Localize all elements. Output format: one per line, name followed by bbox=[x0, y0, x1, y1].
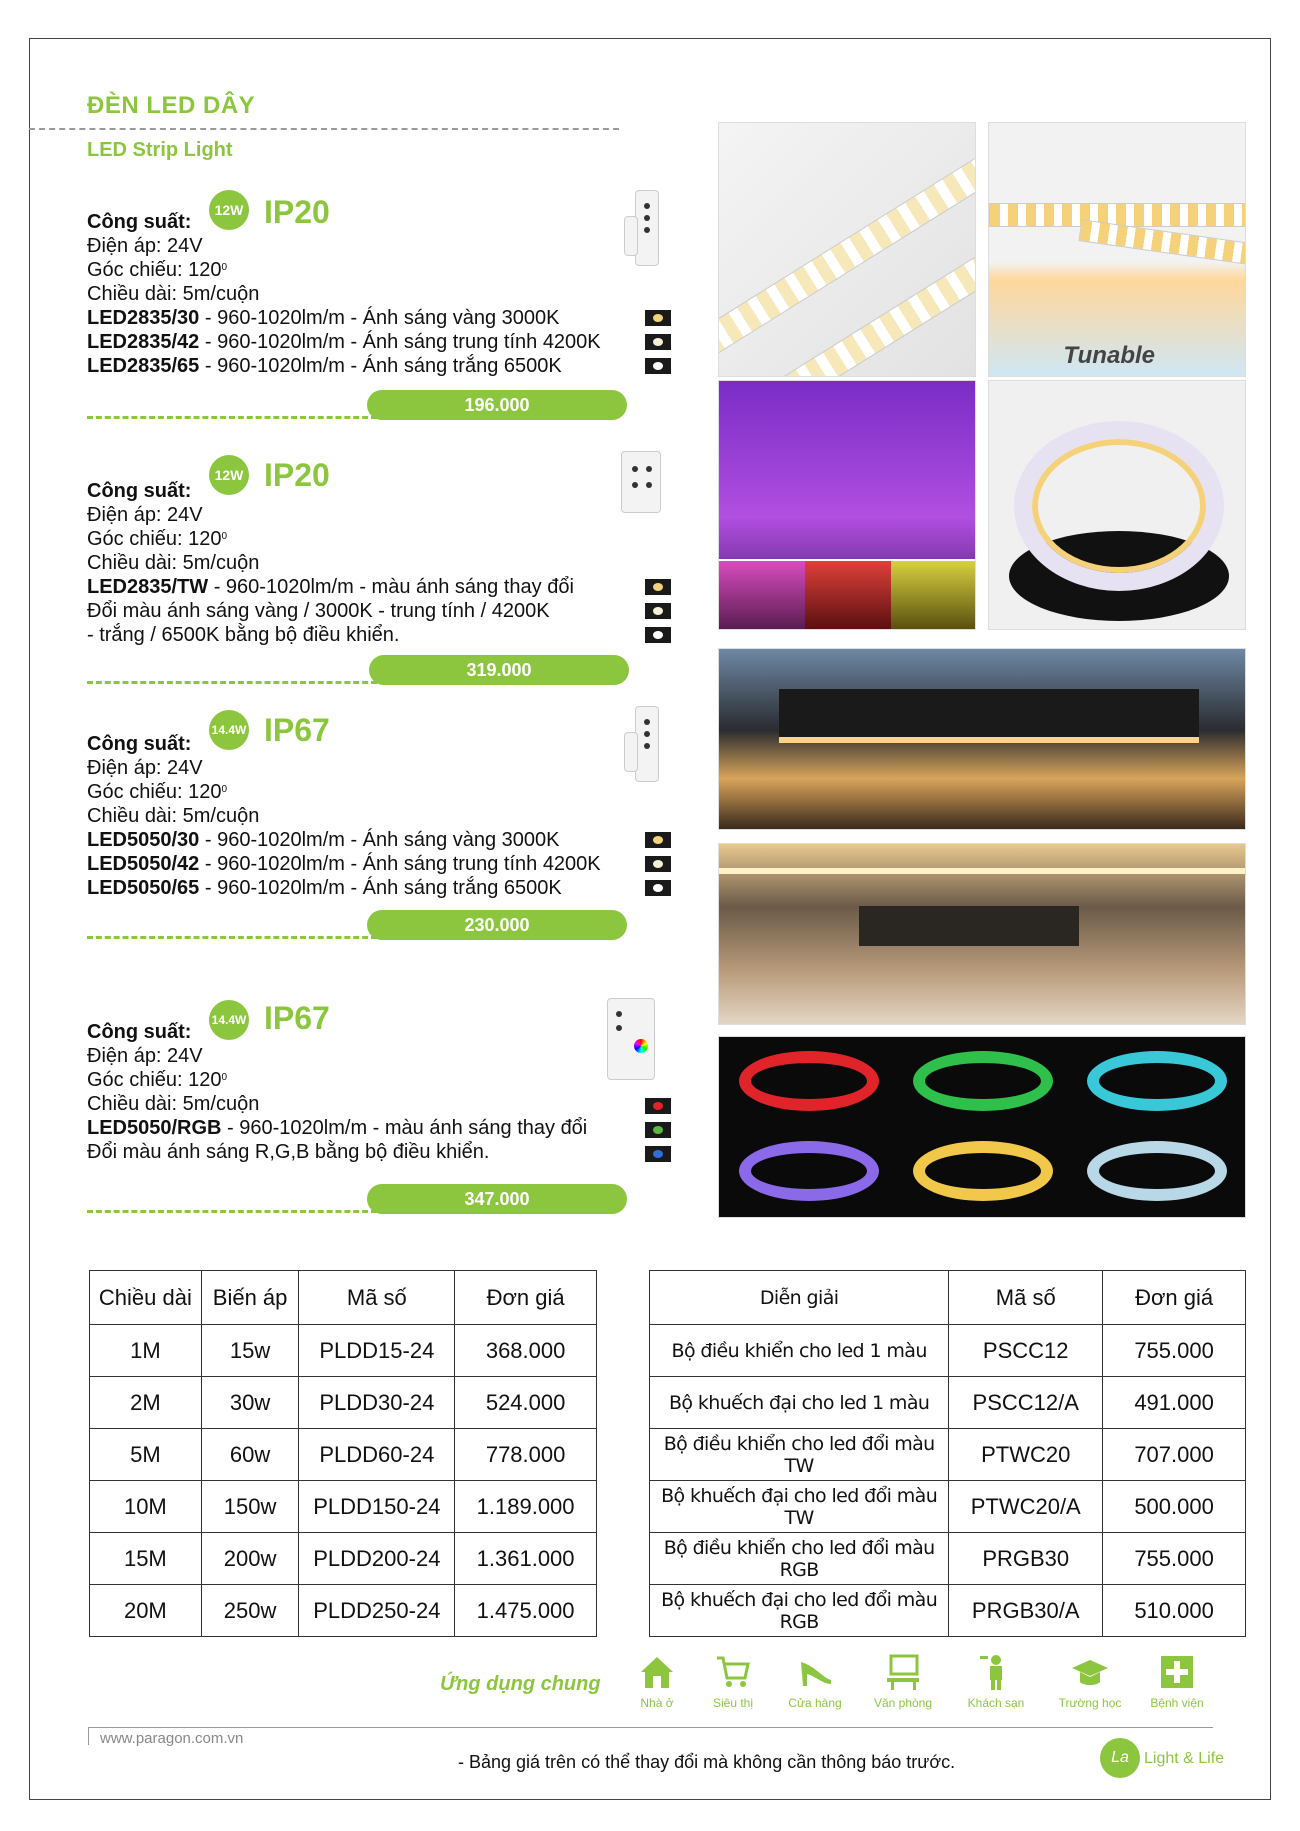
dashed-divider bbox=[87, 936, 377, 939]
remote-control-image bbox=[635, 190, 659, 266]
house-exterior-photo bbox=[718, 648, 1246, 830]
power-label: Công suất: bbox=[87, 211, 192, 233]
voltage-text: Điện áp: 24V bbox=[87, 1045, 203, 1067]
table-cell: 778.000 bbox=[455, 1429, 597, 1481]
column-header: Đơn giá bbox=[455, 1271, 597, 1325]
table-header-row bbox=[90, 1271, 597, 1325]
purple-room-photo bbox=[718, 380, 976, 630]
table-cell: 10M bbox=[90, 1481, 202, 1533]
price-tag: 230.000 bbox=[367, 910, 627, 940]
price-tag: 319.000 bbox=[369, 655, 629, 685]
table-header-row bbox=[650, 1271, 1246, 1325]
cart-icon bbox=[713, 1652, 753, 1692]
footer-tick bbox=[88, 1727, 89, 1745]
tunable-label: Tunable bbox=[1063, 342, 1155, 369]
angle-text: Góc chiếu: $120^0$ bbox=[87, 259, 228, 281]
angle-text: Góc chiếu: $120^0$ bbox=[87, 528, 228, 550]
controller-price-table bbox=[649, 1270, 1246, 1637]
length-text: Chiều dài: 5m/cuộn bbox=[87, 552, 260, 574]
logo-mark: La bbox=[1100, 1738, 1140, 1778]
table-cell: 368.000 bbox=[455, 1325, 597, 1377]
table-cell: PRGB30/A bbox=[949, 1585, 1103, 1637]
column-header: Chiều dài bbox=[90, 1271, 202, 1325]
app-home: Nhà ở bbox=[617, 1652, 697, 1710]
rgb-reels-photo bbox=[718, 1036, 1246, 1218]
table-cell: 15w bbox=[201, 1325, 299, 1377]
remote-control-image bbox=[621, 451, 661, 513]
model-line: LED2835/65 - 960-1020lm/m - Ánh sáng trắng 6500K bbox=[87, 355, 562, 377]
table-cell: PLDD15-24 bbox=[299, 1325, 455, 1377]
table-cell: PTWC20/A bbox=[949, 1481, 1103, 1533]
table-row bbox=[90, 1533, 597, 1585]
column-header: Đơn giá bbox=[1103, 1271, 1246, 1325]
table-cell: 707.000 bbox=[1103, 1429, 1246, 1481]
table-cell: 510.000 bbox=[1103, 1585, 1246, 1637]
transformer-price-table bbox=[89, 1270, 597, 1637]
led-reel-photo bbox=[988, 380, 1246, 630]
table-row bbox=[650, 1377, 1246, 1429]
product-block-led5050-rgb bbox=[87, 1000, 687, 1215]
table-cell: 2M bbox=[90, 1377, 202, 1429]
title-divider bbox=[29, 128, 619, 130]
wattage-badge: 14.4W bbox=[209, 1000, 249, 1040]
app-office: Văn phòng bbox=[863, 1652, 943, 1710]
length-text: Chiều dài: 5m/cuộn bbox=[87, 1093, 260, 1115]
table-row bbox=[90, 1585, 597, 1637]
price-tag: 196.000 bbox=[367, 390, 627, 420]
living-room-photo bbox=[718, 843, 1246, 1025]
wattage-badge: 14.4W bbox=[209, 710, 249, 750]
color-swatch-warm bbox=[645, 579, 671, 595]
table-cell: PLDD150-24 bbox=[299, 1481, 455, 1533]
table-cell: Bộ điều khiển cho led đổi màu RGB bbox=[650, 1533, 949, 1585]
footer-divider bbox=[88, 1727, 1213, 1728]
table-cell: 30w bbox=[201, 1377, 299, 1429]
table-cell: 15M bbox=[90, 1533, 202, 1585]
table-row bbox=[650, 1585, 1246, 1637]
tunable-strip-photo bbox=[988, 122, 1246, 377]
column-header: Mã số bbox=[299, 1271, 455, 1325]
model-line: LED5050/30 - 960-1020lm/m - Ánh sáng vàng 3000K bbox=[87, 829, 560, 851]
color-swatch-neutral bbox=[645, 856, 671, 872]
color-swatch-green bbox=[645, 1122, 671, 1138]
table-cell: Bộ điều khiển cho led 1 màu bbox=[650, 1325, 949, 1377]
website-link[interactable]: www.paragon.com.vn bbox=[100, 1730, 244, 1747]
power-label: Công suất: bbox=[87, 480, 192, 502]
wattage-badge: 12W bbox=[209, 455, 249, 495]
table-cell: PRGB30 bbox=[949, 1533, 1103, 1585]
model-line: LED2835/TW - 960-1020lm/m - màu ánh sáng thay đổi bbox=[87, 576, 574, 598]
description-line: Đổi màu ánh sáng R,G,B bằng bộ điều khiển. bbox=[87, 1141, 490, 1163]
wattage-badge: 12W bbox=[209, 190, 249, 230]
table-cell: Bộ khuếch đại cho led đổi màu RGB bbox=[650, 1585, 949, 1637]
graduation-cap-icon bbox=[1070, 1652, 1110, 1692]
page-subtitle: LED Strip Light bbox=[87, 139, 233, 161]
table-cell: 150w bbox=[201, 1481, 299, 1533]
high-heel-icon bbox=[795, 1652, 835, 1692]
color-swatch-white bbox=[645, 880, 671, 896]
ip-rating: IP67 bbox=[264, 712, 330, 748]
model-line: LED5050/65 - 960-1020lm/m - Ánh sáng trắng 6500K bbox=[87, 877, 562, 899]
model-line: LED5050/42 - 960-1020lm/m - Ánh sáng trung tính 4200K bbox=[87, 853, 601, 875]
color-swatch-warm bbox=[645, 310, 671, 326]
table-cell: 1M bbox=[90, 1325, 202, 1377]
color-swatch-warm bbox=[645, 832, 671, 848]
page-title: ĐÈN LED DÂY bbox=[87, 92, 256, 119]
office-desk-icon bbox=[883, 1652, 923, 1692]
house-icon bbox=[637, 1652, 677, 1692]
app-hotel: Khách sạn bbox=[956, 1652, 1036, 1710]
table-cell: 5M bbox=[90, 1429, 202, 1481]
column-header: Mã số bbox=[949, 1271, 1103, 1325]
table-cell: PLDD200-24 bbox=[299, 1533, 455, 1585]
ip-rating: IP67 bbox=[264, 1000, 330, 1036]
app-hospital: Bệnh viện bbox=[1137, 1652, 1217, 1710]
table-cell: 250w bbox=[201, 1585, 299, 1637]
table-cell: 491.000 bbox=[1103, 1377, 1246, 1429]
dashed-divider bbox=[87, 681, 377, 684]
power-label: Công suất: bbox=[87, 733, 192, 755]
table-cell: Bộ khuếch đại cho led 1 màu bbox=[650, 1377, 949, 1429]
led-strip-closeup-photo bbox=[718, 122, 976, 377]
table-row bbox=[90, 1429, 597, 1481]
table-cell: 1.475.000 bbox=[455, 1585, 597, 1637]
color-swatch-neutral bbox=[645, 603, 671, 619]
receiver-image bbox=[624, 216, 638, 256]
table-cell: 1.189.000 bbox=[455, 1481, 597, 1533]
table-cell: PSCC12 bbox=[949, 1325, 1103, 1377]
app-school: Trường học bbox=[1050, 1652, 1130, 1710]
app-store: Cửa hàng bbox=[775, 1652, 855, 1710]
description-line: Đổi màu ánh sáng vàng / 3000K - trung tính / 4200K bbox=[87, 600, 550, 622]
table-row bbox=[650, 1325, 1246, 1377]
table-row bbox=[90, 1325, 597, 1377]
logo-text: Light & Life bbox=[1144, 1750, 1225, 1767]
table-cell: 500.000 bbox=[1103, 1481, 1246, 1533]
table-cell: 755.000 bbox=[1103, 1325, 1246, 1377]
table-row bbox=[90, 1481, 597, 1533]
voltage-text: Điện áp: 24V bbox=[87, 757, 203, 779]
table-row bbox=[650, 1533, 1246, 1585]
dashed-divider bbox=[87, 416, 377, 419]
color-swatch-blue bbox=[645, 1146, 671, 1162]
table-cell: Bộ điều khiển cho led đổi màu TW bbox=[650, 1429, 949, 1481]
table-cell: Bộ khuếch đại cho led đổi màu TW bbox=[650, 1481, 949, 1533]
color-swatch-white bbox=[645, 358, 671, 374]
price-disclaimer: - Bảng giá trên có thể thay đổi mà không cần thông báo trước. bbox=[458, 1752, 956, 1772]
table-cell: 1.361.000 bbox=[455, 1533, 597, 1585]
column-header: Biến áp bbox=[201, 1271, 299, 1325]
length-text: Chiều dài: 5m/cuộn bbox=[87, 283, 260, 305]
angle-text: Góc chiếu: $120^0$ bbox=[87, 1069, 228, 1091]
ip-rating: IP20 bbox=[264, 457, 330, 493]
applications-label: Ứng dụng chung bbox=[440, 1673, 601, 1695]
model-line: LED5050/RGB - 960-1020lm/m - màu ánh sáng thay đổi bbox=[87, 1117, 588, 1139]
color-swatch-red bbox=[645, 1098, 671, 1114]
table-row bbox=[650, 1429, 1246, 1481]
description-line: - trắng / 6500K bằng bộ điều khiển. bbox=[87, 624, 400, 646]
remote-control-image bbox=[635, 706, 659, 782]
ip-rating: IP20 bbox=[264, 194, 330, 230]
angle-text: Góc chiếu: $120^0$ bbox=[87, 781, 228, 803]
table-cell: PLDD250-24 bbox=[299, 1585, 455, 1637]
table-cell: PLDD60-24 bbox=[299, 1429, 455, 1481]
power-label: Công suất: bbox=[87, 1021, 192, 1043]
bellhop-icon bbox=[976, 1652, 1016, 1692]
table-cell: PLDD30-24 bbox=[299, 1377, 455, 1429]
voltage-text: Điện áp: 24V bbox=[87, 235, 203, 257]
table-cell: PTWC20 bbox=[949, 1429, 1103, 1481]
column-header: Diễn giải bbox=[650, 1271, 949, 1325]
table-row bbox=[90, 1377, 597, 1429]
dashed-divider bbox=[87, 1210, 377, 1213]
table-cell: 755.000 bbox=[1103, 1533, 1246, 1585]
model-line: LED2835/42 - 960-1020lm/m - Ánh sáng trung tính 4200K bbox=[87, 331, 601, 353]
product-block-led2835-tw bbox=[87, 455, 687, 685]
table-cell: 200w bbox=[201, 1533, 299, 1585]
table-cell: 20M bbox=[90, 1585, 202, 1637]
medical-cross-icon bbox=[1157, 1652, 1197, 1692]
product-block-led2835 bbox=[87, 190, 687, 420]
model-line: LED2835/30 - 960-1020lm/m - Ánh sáng vàng 3000K bbox=[87, 307, 560, 329]
receiver-image bbox=[624, 732, 638, 772]
length-text: Chiều dài: 5m/cuộn bbox=[87, 805, 260, 827]
table-cell: PSCC12/A bbox=[949, 1377, 1103, 1429]
color-swatch-neutral bbox=[645, 334, 671, 350]
table-cell: 60w bbox=[201, 1429, 299, 1481]
app-supermarket: Siêu thị bbox=[693, 1652, 773, 1710]
price-tag: 347.000 bbox=[367, 1184, 627, 1214]
color-swatch-white bbox=[645, 627, 671, 643]
rgb-remote-image bbox=[607, 998, 655, 1080]
table-row bbox=[650, 1481, 1246, 1533]
table-cell: 524.000 bbox=[455, 1377, 597, 1429]
product-block-led5050 bbox=[87, 710, 687, 940]
voltage-text: Điện áp: 24V bbox=[87, 504, 203, 526]
